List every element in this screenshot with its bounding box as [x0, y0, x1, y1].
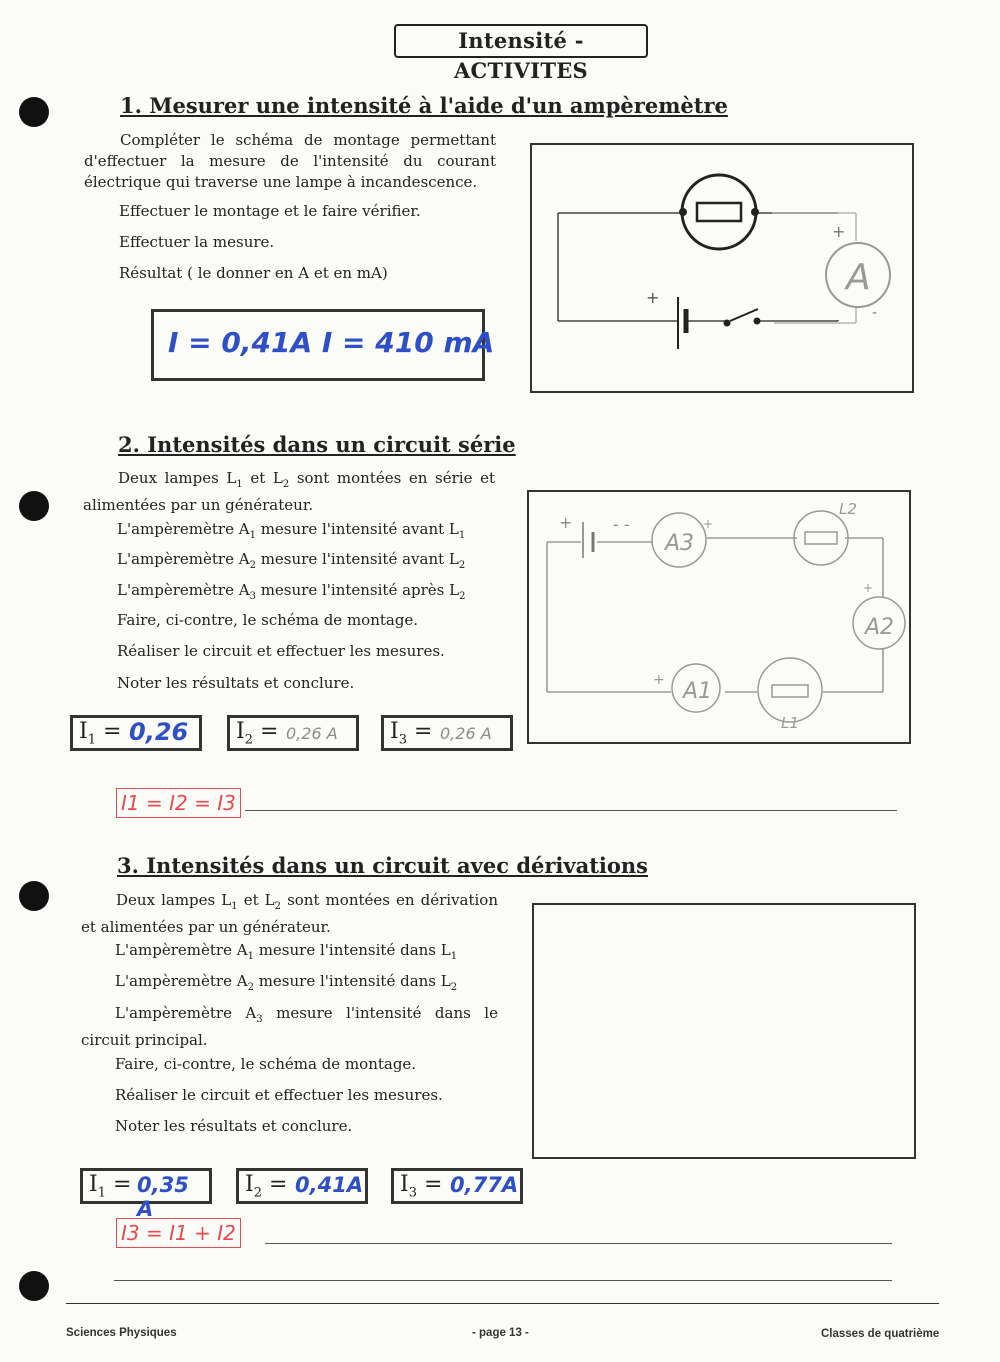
measure-value: 0,26: [129, 718, 189, 746]
section-3-title: 3. Intensités dans un circuit avec dérivations: [117, 853, 648, 878]
section-1-step: Résultat ( le donner en A et en mA): [119, 264, 388, 282]
section-2-instructions: Deux lampes $L_1$ et $L_2$ sont montées en série et alimentées par un générateur.: [83, 469, 496, 514]
footer-page-number: - page 13 -: [472, 1327, 529, 1339]
binder-hole: [19, 881, 49, 911]
svg-text:-: -: [872, 305, 878, 321]
svg-text:L1: L1: [781, 714, 799, 732]
section-2-step: Réaliser le circuit et effectuer les mesures.: [117, 642, 445, 660]
measure-value: 0,77A: [450, 1173, 519, 1197]
binder-hole: [19, 97, 49, 127]
svg-text:A2: A2: [865, 615, 895, 640]
binder-hole: [19, 491, 49, 521]
section-1-title: 1. Mesurer une intensité à l'aide d'un ampèremètre: [120, 93, 728, 118]
section-2-title: 2. Intensités dans un circuit série: [118, 432, 516, 457]
measure-value: 0,26 A: [286, 724, 338, 743]
answer-line: [114, 1280, 892, 1281]
section-3-step: Faire, ci-contre, le schéma de montage.: [115, 1055, 417, 1073]
svg-text:+: +: [559, 513, 573, 532]
circuit-diagram-3-empty: [532, 903, 916, 1159]
footer-rule: [66, 1303, 939, 1304]
section-3-step: Noter les résultats et conclure.: [115, 1117, 353, 1135]
svg-text:+: +: [653, 672, 665, 688]
section-1-step: Effectuer le montage et le faire vérifier.: [119, 202, 421, 220]
measure-value: 0,26 A: [440, 724, 492, 743]
circuit-diagram-2: [527, 490, 911, 744]
svg-text:L2: L2: [839, 500, 857, 518]
section-1-instructions: Compléter le schéma de montage permettant d'effectuer la mesure de l'intensité du courant électrique qui traverse une lampe à incandescence.: [84, 131, 496, 191]
measure-box-i3: $I_3$ = 0,26 A: [381, 715, 513, 751]
svg-text:+: +: [703, 517, 714, 531]
conclusion-box: I1 = I2 = I3: [116, 788, 241, 818]
measure-value: 0,35 A: [137, 1173, 189, 1221]
lamp-l1: [758, 658, 822, 722]
section-1-step: Effectuer la mesure.: [119, 233, 275, 251]
result-value: I = 0,41A I = 410 mA: [168, 326, 495, 359]
answer-line: [265, 1243, 892, 1244]
section-2-step: Noter les résultats et conclure.: [117, 674, 355, 692]
footer-right: Classes de quatrième: [821, 1328, 940, 1340]
section-2-step: L'ampèremètre $A_2$ mesure l'intensité avant $L_2$: [117, 550, 466, 571]
svg-text:+: +: [646, 288, 660, 307]
measure-box-i3: $I_3$ = 0,77A: [391, 1168, 523, 1204]
measure-value: 0,41A: [295, 1173, 364, 1197]
svg-text:- -: - -: [613, 515, 630, 534]
binder-hole: [19, 1271, 49, 1301]
svg-text:+: +: [832, 222, 846, 241]
measure-box-i1: $I_1$ = 0,35 A: [80, 1168, 212, 1204]
section-3-step: L'ampèremètre $A_1$ mesure l'intensité dans $L_1$: [115, 941, 458, 962]
lamp-symbol: [682, 175, 756, 249]
measure-box-i2: $I_2$ = 0,26 A: [227, 715, 359, 751]
result-box: [151, 309, 495, 381]
measure-box-i2: $I_2$ = 0,41A: [236, 1168, 368, 1204]
section-3-step: L'ampèremètre $A_3$ mesure l'intensité dans le circuit principal.: [81, 1004, 498, 1049]
section-2-step: Faire, ci-contre, le schéma de montage.: [117, 611, 419, 629]
measure-box-i1: $I_1$ = 0,26: [70, 715, 202, 751]
section-2-step: L'ampèremètre $A_1$ mesure l'intensité avant $L_1$: [117, 520, 466, 541]
footer-left: Sciences Physiques: [66, 1327, 177, 1339]
circuit-diagram-1: [530, 143, 914, 393]
section-3-step: Réaliser le circuit et effectuer les mesures.: [115, 1086, 443, 1104]
section-3-instructions: Deux lampes $L_1$ et $L_2$ sont montées en dérivation et alimentées par un générateur.: [81, 891, 498, 936]
page-title: Intensité - ACTIVITES: [394, 24, 648, 58]
svg-text:A1: A1: [683, 679, 713, 704]
lamp-l2: [794, 511, 848, 565]
svg-text:+: +: [863, 581, 874, 595]
answer-line: [245, 810, 897, 811]
ammeter-label: A: [846, 257, 871, 298]
section-2-step: L'ampèremètre $A_3$ mesure l'intensité après $L_2$: [117, 581, 466, 602]
conclusion-box: I3 = I1 + I2: [116, 1218, 241, 1248]
svg-text:A3: A3: [665, 531, 695, 556]
section-3-step: L'ampèremètre $A_2$ mesure l'intensité dans $L_2$: [115, 972, 458, 993]
